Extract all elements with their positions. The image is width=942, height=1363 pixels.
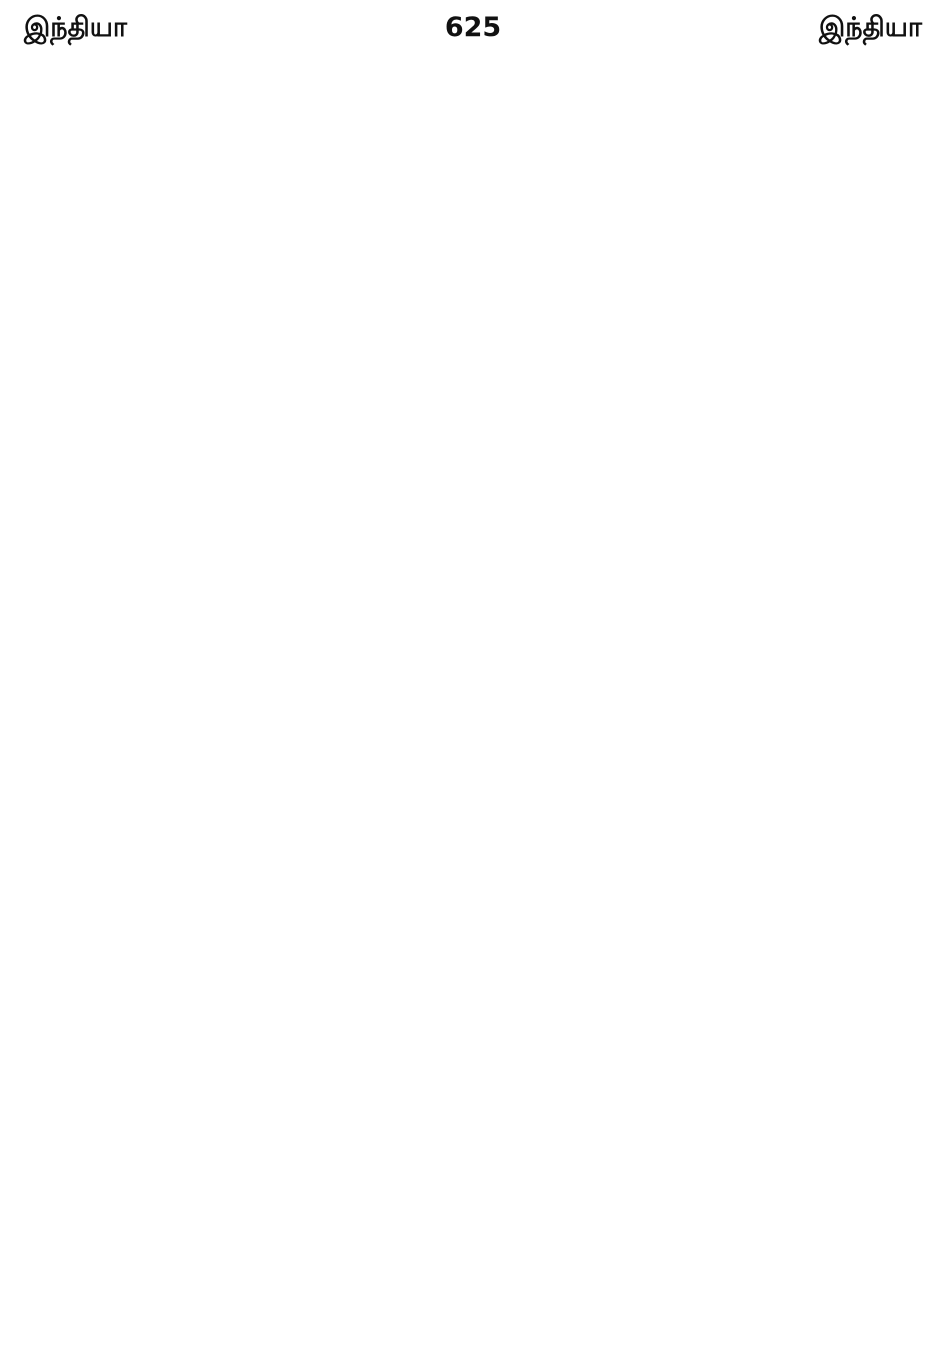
right-column bbox=[482, 58, 918, 1343]
left-column bbox=[24, 58, 458, 1343]
running-head-left: இந்தியா bbox=[24, 12, 127, 43]
page-number: 625 bbox=[444, 12, 502, 43]
page-header bbox=[24, 12, 922, 46]
running-head-right: இந்தியா bbox=[819, 12, 922, 43]
